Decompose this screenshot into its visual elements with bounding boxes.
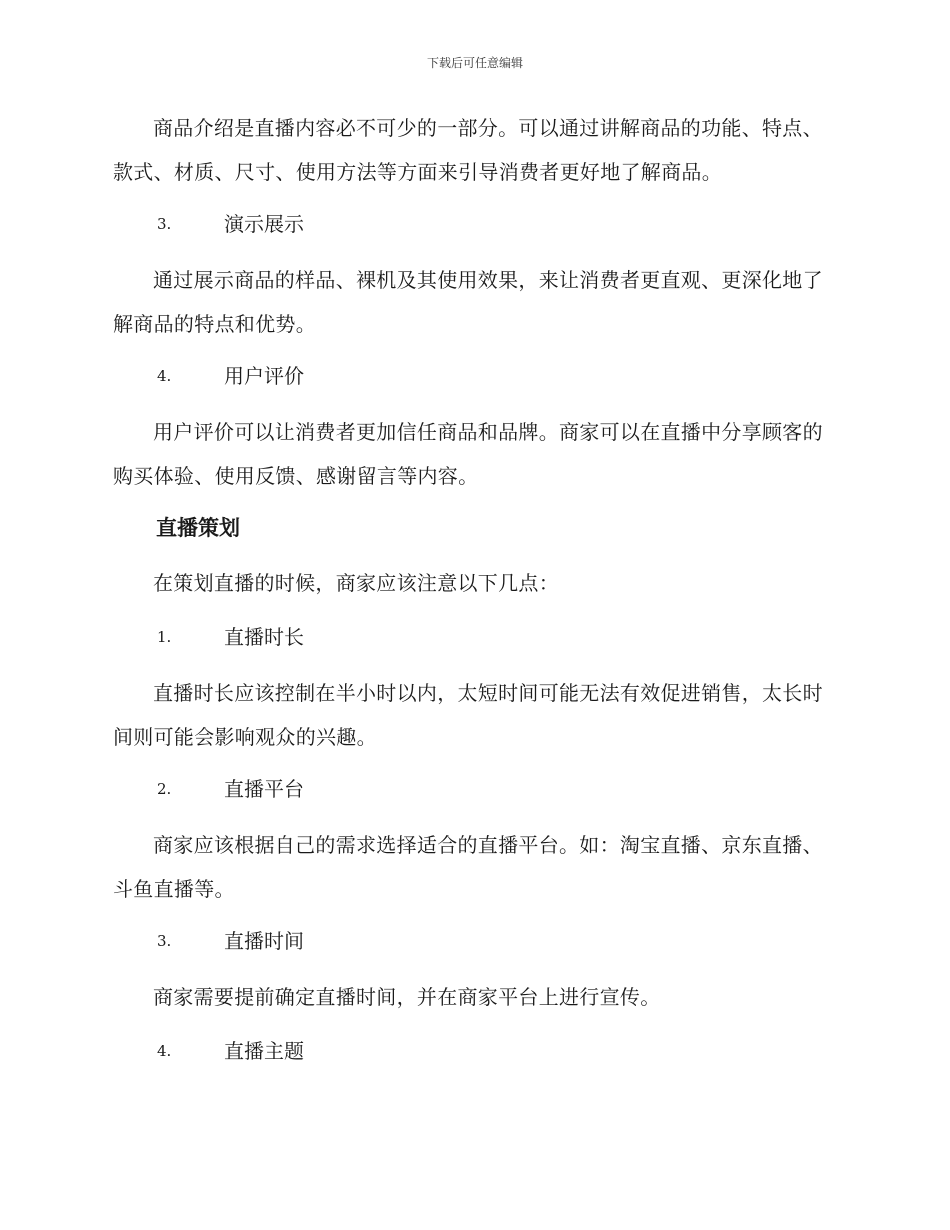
list-item	[113, 926, 833, 956]
list-label: 直播主题	[224, 1039, 304, 1063]
list-label: 直播平台	[224, 777, 304, 801]
paragraph	[113, 561, 833, 605]
list-item	[113, 361, 833, 391]
paragraph	[113, 671, 833, 759]
list-label: 直播时间	[224, 929, 304, 953]
list-number: 1.	[157, 628, 172, 646]
list-item	[113, 1036, 833, 1066]
paragraph	[113, 823, 833, 911]
list-label: 直播时长	[224, 625, 304, 649]
paragraph	[113, 975, 833, 1019]
list-item	[113, 774, 833, 804]
paragraph	[113, 258, 833, 346]
list-item	[113, 209, 833, 239]
paragraph-text: 在策划直播的时候，商家应该注意以下几点：	[153, 571, 559, 595]
paragraph-text: 商品介绍是直播内容必不可少的一部分。可以通过讲解商品的功能、特点、款式、材质、尺寸、使用方法等方面来引导消费者更好地了解商品。	[113, 116, 823, 184]
list-label: 演示展示	[224, 212, 304, 236]
paragraph-text: 用户评价可以让消费者更加信任商品和品牌。商家可以在直播中分享顾客的购买体验、使用反馈、感谢留言等内容。	[113, 420, 823, 488]
paragraph	[113, 106, 833, 194]
list-number: 2.	[157, 780, 172, 798]
paragraph	[113, 410, 833, 498]
paragraph-text: 商家应该根据自己的需求选择适合的直播平台。如：淘宝直播、京东直播、斗鱼直播等。	[113, 833, 823, 901]
list-item	[113, 622, 833, 652]
paragraph-text: 直播时长应该控制在半小时以内，太短时间可能无法有效促进销售，太长时间则可能会影响观众的兴趣。	[113, 681, 823, 749]
page-header: 下载后可任意编辑	[426, 56, 523, 70]
list-number: 3.	[157, 215, 172, 233]
list-number: 3.	[157, 932, 172, 950]
list-number: 4.	[157, 1042, 172, 1060]
section-heading: 直播策划	[156, 515, 240, 540]
list-label: 用户评价	[224, 364, 304, 388]
list-number: 4.	[157, 367, 172, 385]
paragraph-text: 商家需要提前确定直播时间，并在商家平台上进行宣传。	[153, 985, 661, 1009]
paragraph-text: 通过展示商品的样品、裸机及其使用效果，来让消费者更直观、更深化地了解商品的特点和优势。	[113, 268, 823, 336]
